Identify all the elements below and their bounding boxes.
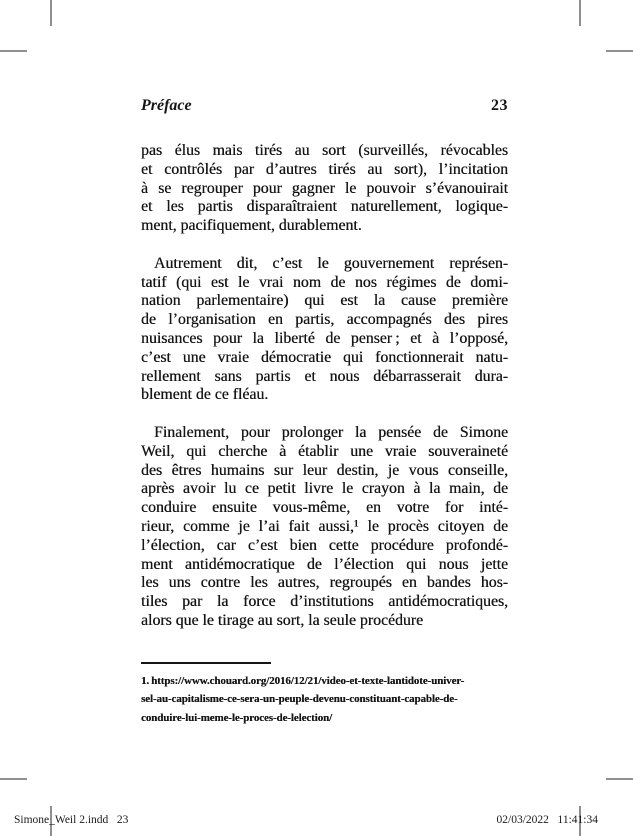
text-line: sel-au-capitalisme-ce-sera-un-peuple-devenu-constituant-capable-de- <box>141 693 458 706</box>
text-line: alors que le tirage au sort, la seule procédure <box>141 611 424 629</box>
crop-mark-top-right-vertical <box>579 0 581 26</box>
text-line: c’est une vraie démocratie qui fonctionnerait natu- <box>141 348 508 366</box>
text-line: à se regrouper pour gagner le pouvoir s’évanouirait <box>141 179 508 197</box>
text-line: nation parlementaire) qui est la cause première <box>141 292 508 310</box>
text-line: ment, pacifiquement, durablement. <box>141 217 362 235</box>
text-line: blement de ce fléau. <box>141 386 269 404</box>
running-title: Préface <box>141 97 192 114</box>
text-line: ment antidémocratique de l’élection qui nous jette <box>141 555 508 573</box>
text-line: après avoir lu ce petit livre le crayon à la main, de <box>141 480 508 498</box>
page-number: 23 <box>491 97 508 114</box>
text-line: Weil, qui cherche à établir une vraie souveraineté <box>141 442 508 460</box>
text-line: des êtres humains sur leur destin, je vous conseille, <box>141 461 508 479</box>
text-line: les uns contre les autres, regroupés en bandes hos- <box>141 574 508 592</box>
text-line: de l’organisation en partis, accompagnés des pires <box>141 311 508 329</box>
crop-mark-left-horizontal <box>0 50 27 52</box>
text-line: pas élus mais tirés au sort (surveillés, révocables <box>141 142 508 159</box>
text-line: l’élection, car c’est bien cette procédure profondé- <box>141 536 508 554</box>
text-line: conduire ensuite vous-même, en votre for inté- <box>141 499 508 517</box>
text-line: Finalement, pour prolonger la pensée de Simone <box>154 423 508 441</box>
paragraph <box>141 424 508 631</box>
footnote-separator-rule <box>141 662 271 664</box>
text-line: rellement sans partis et nous débarrasserait dura- <box>141 367 508 385</box>
body-text-column <box>141 142 508 631</box>
running-header <box>141 97 508 115</box>
paragraph <box>141 142 508 236</box>
crop-mark-top-left-vertical <box>50 0 52 26</box>
text-line: nuisances pour la liberté de penser ; et à l’opposé, <box>141 329 508 347</box>
paragraph <box>141 255 508 405</box>
slug-filename: Simone_Weil 2.indd 23 <box>14 814 129 826</box>
crop-mark-bottom-right-horizontal <box>606 778 633 780</box>
crop-mark-bottom-left-horizontal <box>0 778 27 780</box>
text-line: conduire-lui-meme-le-proces-de-lelection/ <box>141 711 332 724</box>
text-line: et contrôlés par d’autres tirés au sort), l’incitation <box>141 160 508 178</box>
slug-timestamp: 02/03/2022 11:41:34 <box>496 814 598 826</box>
text-line: tatif (qui est le vrai nom de nos régimes de domi- <box>141 273 508 291</box>
text-line: 1. https://www.chouard.org/2016/12/21/video-et-texte-lantidote-univer- <box>141 675 465 687</box>
text-line: et les partis disparaîtraient naturellement, logique- <box>141 198 508 216</box>
text-line: Autrement dit, c’est le gouvernement représen- <box>154 254 508 272</box>
text-line: tiles par la force d’institutions antidémocratiques, <box>141 593 508 611</box>
crop-mark-right-horizontal <box>606 50 633 52</box>
footnote <box>141 672 521 727</box>
text-line: rieur, comme je l’ai fait aussi,¹ le procès citoyen de <box>141 517 508 535</box>
